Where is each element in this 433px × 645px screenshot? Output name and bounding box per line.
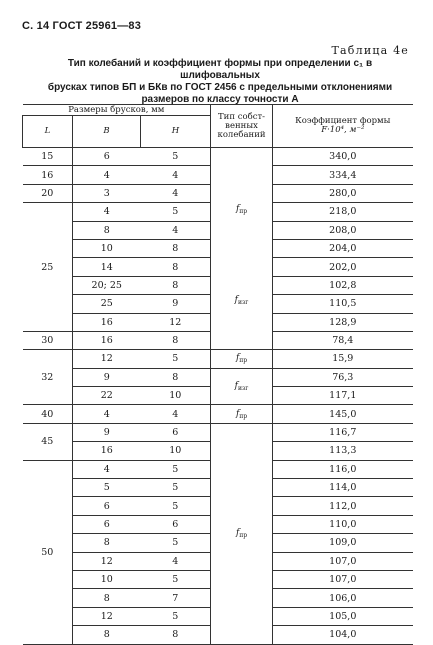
caption-line-1: Тип колебаний и коэффициент формы при определении с₁ в шлифовальных (67, 58, 373, 81)
cell-B: 4 (73, 166, 141, 184)
table-row (23, 368, 413, 386)
coefficient-table (22, 104, 413, 645)
cell-B: 6 (73, 148, 141, 166)
cell-coefficient: 114,0 (273, 479, 413, 497)
cell-H: 5 (141, 479, 211, 497)
cell-B: 8 (73, 589, 141, 607)
cell-B: 4 (73, 460, 141, 478)
cell-B: 16 (73, 331, 141, 349)
cell-B: 9 (73, 368, 141, 386)
cell-L: 45 (23, 423, 73, 460)
cell-B: 8 (73, 221, 141, 239)
cell-H: 5 (141, 497, 211, 515)
type-symbol-izg: $f_{изг}$ (234, 294, 249, 306)
cell-B: 8 (73, 534, 141, 552)
cell-H: 8 (141, 368, 211, 386)
cell-coefficient: 15,9 (273, 350, 413, 368)
cell-B: 22 (73, 387, 141, 405)
type-header (211, 105, 273, 148)
cell-B: 14 (73, 258, 141, 276)
cell-B: 4 (73, 203, 141, 221)
coef-header-line-2: F·10⁴, м⁻² (321, 125, 365, 135)
cell-H: 5 (141, 607, 211, 625)
type-header-line-2: венных (225, 120, 258, 131)
table-label: Таблица 4е (331, 44, 409, 57)
cell-coefficient: 102,8 (273, 276, 413, 294)
cell-vibration-type: $f_{пр}$ (211, 423, 273, 644)
cell-coefficient: 204,0 (273, 239, 413, 257)
table-body (23, 148, 413, 645)
coefficient-header (273, 105, 413, 148)
cell-B: 9 (73, 423, 141, 441)
cell-coefficient: 110,5 (273, 295, 413, 313)
col-B-header: B (73, 116, 141, 148)
cell-B: 5 (73, 479, 141, 497)
cell-coefficient: 110,0 (273, 515, 413, 533)
type-symbol-pr: $f_{пр}$ (235, 203, 248, 215)
cell-H: 8 (141, 276, 211, 294)
cell-H: 4 (141, 552, 211, 570)
cell-H: 5 (141, 148, 211, 166)
page-header: С. 14 ГОСТ 25961—83 (22, 20, 142, 32)
cell-coefficient: 116,7 (273, 423, 413, 441)
cell-coefficient: 202,0 (273, 258, 413, 276)
cell-H: 8 (141, 239, 211, 257)
cell-coefficient: 113,3 (273, 442, 413, 460)
cell-H: 5 (141, 350, 211, 368)
cell-B: 12 (73, 552, 141, 570)
cell-vibration-type (211, 148, 273, 350)
cell-H: 4 (141, 405, 211, 423)
cell-coefficient: 107,0 (273, 552, 413, 570)
cell-H: 12 (141, 313, 211, 331)
cell-L: 50 (23, 460, 73, 644)
cell-B: 12 (73, 350, 141, 368)
caption-line-2: брусках типов БП и БКв по ГОСТ 2456 с предельными отклонениями (47, 82, 393, 93)
cell-H: 5 (141, 460, 211, 478)
cell-coefficient: 145,0 (273, 405, 413, 423)
cell-coefficient: 105,0 (273, 607, 413, 625)
cell-coefficient: 116,0 (273, 460, 413, 478)
cell-B: 10 (73, 570, 141, 588)
cell-coefficient: 208,0 (273, 221, 413, 239)
cell-L: 30 (23, 331, 73, 349)
cell-B: 25 (73, 295, 141, 313)
cell-B: 4 (73, 405, 141, 423)
cell-B: 6 (73, 515, 141, 533)
cell-H: 6 (141, 423, 211, 441)
cell-coefficient: 128,9 (273, 313, 413, 331)
cell-vibration-type: $f_{пр}$ (211, 405, 273, 423)
cell-B: 12 (73, 607, 141, 625)
cell-coefficient: 112,0 (273, 497, 413, 515)
cell-H: 8 (141, 331, 211, 349)
cell-L: 25 (23, 203, 73, 332)
cell-coefficient: 280,0 (273, 184, 413, 202)
table-row (23, 405, 413, 423)
cell-coefficient: 334,4 (273, 166, 413, 184)
cell-H: 10 (141, 387, 211, 405)
cell-H: 6 (141, 515, 211, 533)
cell-coefficient: 109,0 (273, 534, 413, 552)
type-header-line-1: Тип собст- (218, 111, 266, 122)
cell-H: 8 (141, 626, 211, 644)
cell-H: 5 (141, 203, 211, 221)
cell-H: 4 (141, 221, 211, 239)
cell-H: 7 (141, 589, 211, 607)
cell-coefficient: 78,4 (273, 331, 413, 349)
cell-coefficient: 340,0 (273, 148, 413, 166)
cell-L: 32 (23, 350, 73, 405)
cell-B: 16 (73, 313, 141, 331)
cell-B: 16 (73, 442, 141, 460)
coef-header-line-1: Коэффициент формы (295, 116, 391, 126)
cell-H: 5 (141, 570, 211, 588)
cell-L: 16 (23, 166, 73, 184)
cell-vibration-type: $f_{пр}$ (211, 350, 273, 368)
cell-coefficient: 117,1 (273, 387, 413, 405)
cell-vibration-type: $f_{изг}$ (211, 368, 273, 405)
cell-H: 9 (141, 295, 211, 313)
type-header-line-3: колебаний (217, 129, 266, 140)
cell-coefficient: 104,0 (273, 626, 413, 644)
cell-L: 20 (23, 184, 73, 202)
cell-B: 3 (73, 184, 141, 202)
cell-B: 6 (73, 497, 141, 515)
cell-coefficient: 76,3 (273, 368, 413, 386)
cell-coefficient: 107,0 (273, 570, 413, 588)
table-caption (30, 58, 410, 106)
cell-H: 10 (141, 442, 211, 460)
cell-coefficient: 106,0 (273, 589, 413, 607)
cell-L: 15 (23, 148, 73, 166)
caption-line-3: размеров по классу точности А (141, 94, 299, 105)
cell-coefficient: 218,0 (273, 203, 413, 221)
cell-H: 8 (141, 258, 211, 276)
cell-H: 5 (141, 534, 211, 552)
cell-B: 10 (73, 239, 141, 257)
col-H-header: H (141, 116, 211, 148)
table-row (23, 423, 413, 441)
cell-H: 4 (141, 184, 211, 202)
sizes-header: Размеры брусков, мм (23, 105, 211, 116)
cell-B: 8 (73, 626, 141, 644)
table-row (23, 148, 413, 166)
col-L-header: L (23, 116, 73, 148)
cell-B: 20; 25 (73, 276, 141, 294)
cell-L: 40 (23, 405, 73, 423)
table-row (23, 350, 413, 368)
cell-H: 4 (141, 166, 211, 184)
